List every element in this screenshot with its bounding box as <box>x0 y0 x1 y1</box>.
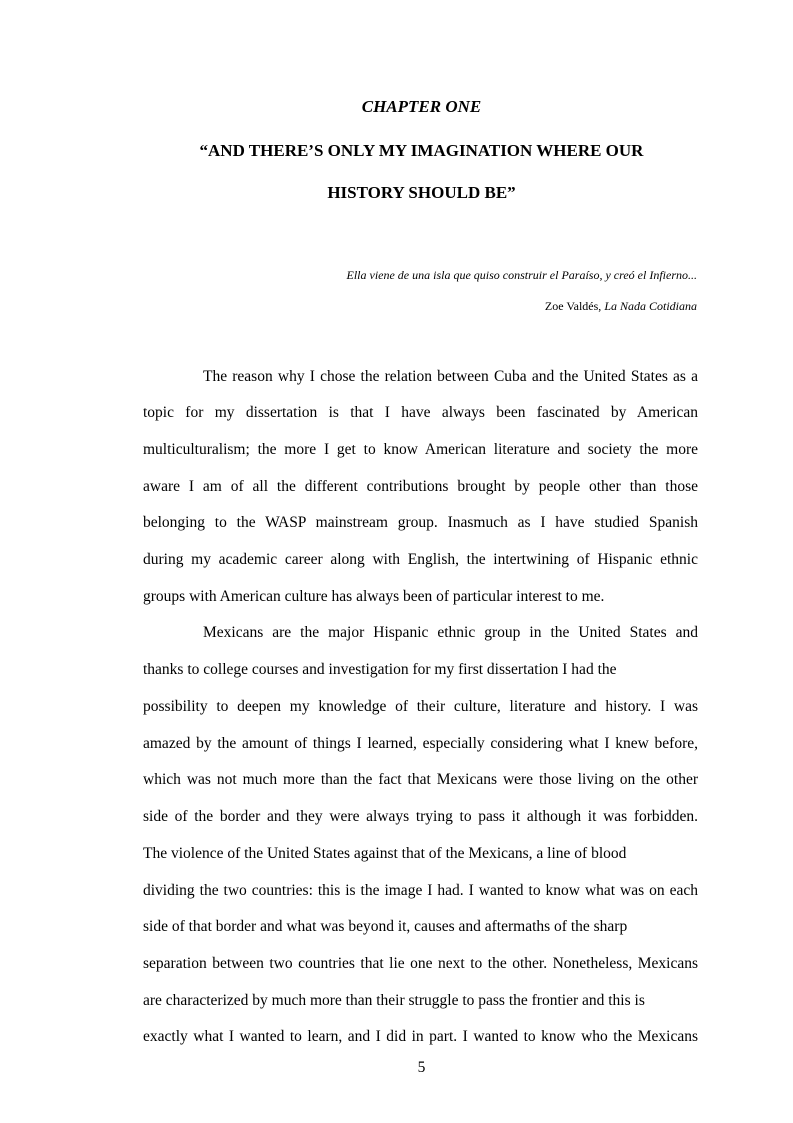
chapter-title-line-1: “AND THERE’S ONLY MY IMAGINATION WHERE OUR <box>199 141 644 160</box>
body-line: side of the border and they were always trying to pass it although it was forbidden. <box>143 808 698 825</box>
epigraph-author: Zoe Valdés, <box>544 299 605 313</box>
body-line: separation between two countries that lie one next to the other. Nonetheless, Mexicans <box>143 955 698 972</box>
chapter-title-line-2: HISTORY SHOULD BE” <box>327 183 516 202</box>
body-line: possibility to deepen my knowledge of their culture, literature and history. I was <box>143 698 698 715</box>
body-line: side of that border and what was beyond it, causes and aftermaths of the sharp <box>143 918 628 935</box>
epigraph-quote: Ella viene de una isla que quiso construir el Paraíso, y creó el Infierno... <box>346 268 697 282</box>
body-line: amazed by the amount of things I learned, especially considering what I knew before, <box>143 735 698 752</box>
body-line: aware I am of all the different contributions brought by people other than those <box>143 478 698 495</box>
chapter-label: CHAPTER ONE <box>361 97 482 116</box>
body-line: The violence of the United States against that of the Mexicans, a line of blood <box>143 845 627 862</box>
body-line: during my academic career along with English, the intertwining of Hispanic ethnic <box>143 551 698 568</box>
body-line: multiculturalism; the more I get to know American literature and society the more <box>143 441 698 458</box>
page-number: 5 <box>417 1059 426 1076</box>
body-line: The reason why I chose the relation between Cuba and the United States as a <box>203 368 698 385</box>
body-line: thanks to college courses and investigation for my first dissertation I had the <box>143 661 617 678</box>
epigraph-work: La Nada Cotidiana <box>604 299 697 313</box>
body-line: groups with American culture has always been of particular interest to me. <box>143 588 605 605</box>
body-line: exactly what I wanted to learn, and I did in part. I wanted to know who the Mexicans <box>143 1028 698 1045</box>
epigraph-source <box>545 297 697 315</box>
body-line: dividing the two countries: this is the image I had. I wanted to know what was on each <box>143 882 698 899</box>
body-line: belonging to the WASP mainstream group. Inasmuch as I have studied Spanish <box>143 514 698 531</box>
body-line: which was not much more than the fact that Mexicans were those living on the other <box>143 771 698 788</box>
body-line: are characterized by much more than their struggle to pass the frontier and this is <box>143 992 645 1009</box>
body-line: Mexicans are the major Hispanic ethnic group in the United States and <box>203 624 698 641</box>
body-line: topic for my dissertation is that I have always been fascinated by American <box>143 404 698 421</box>
